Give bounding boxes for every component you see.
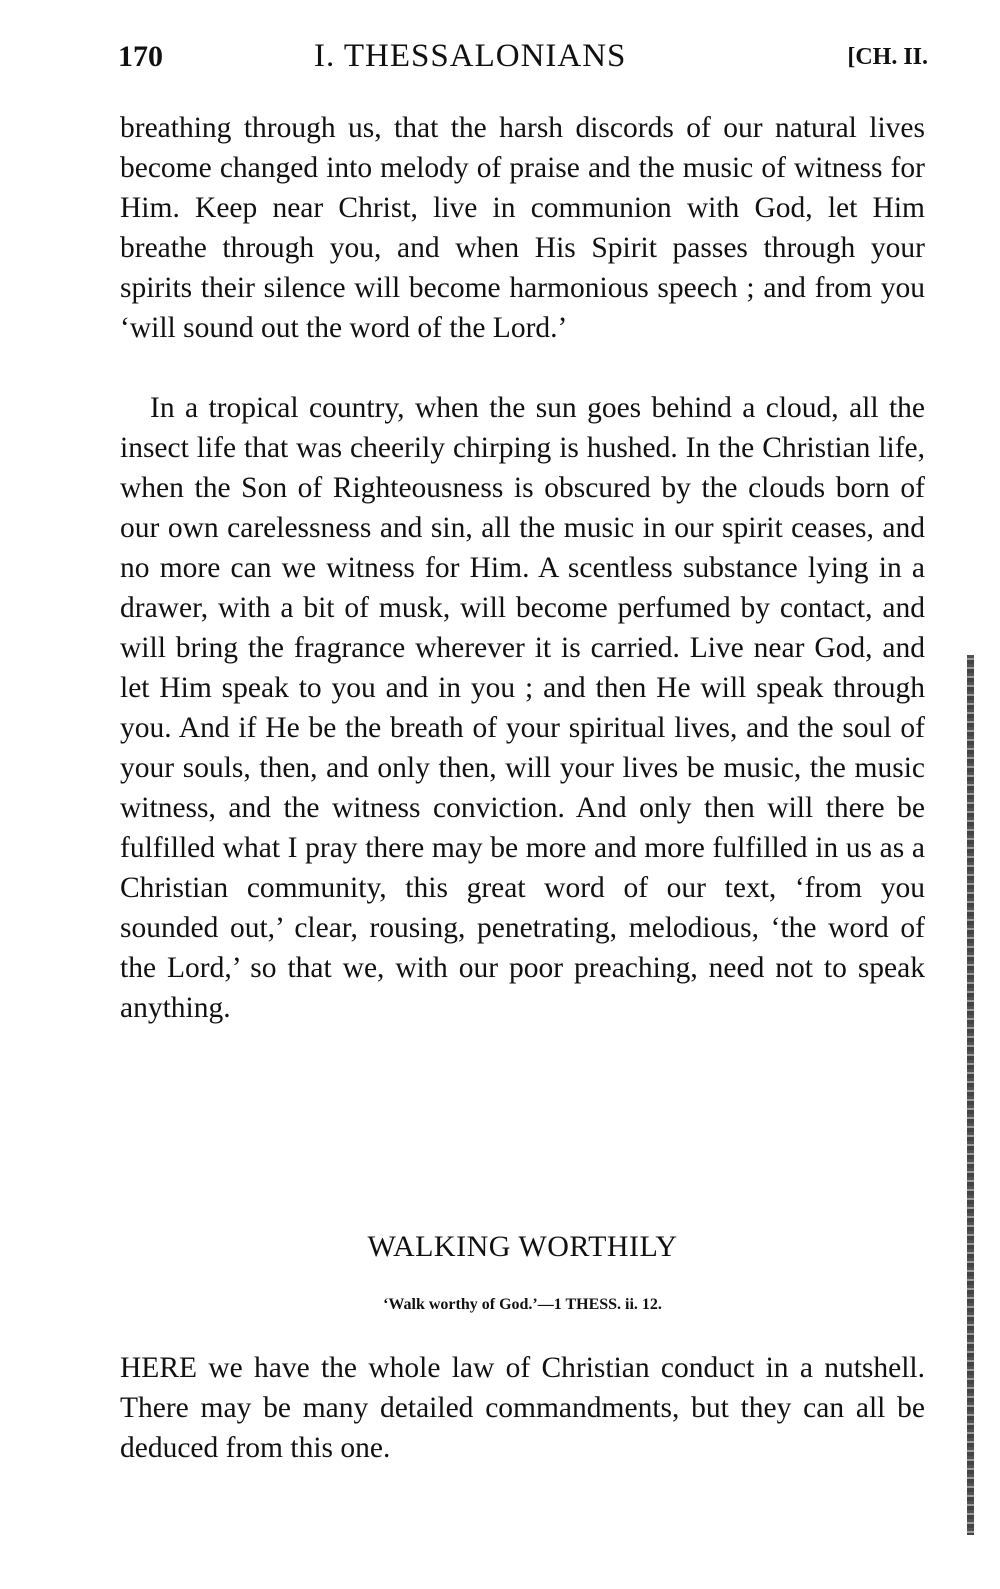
paragraph-continued: breathing through us, that the harsh discords of our natural lives become changed into melody of praise and the music of witness for Him. Keep near Christ, live in communion with God, let Him breathe through you, and when His Spirit passes through your spirits their silence will become harmonious speech ; and from you ‘will sound out the word of the Lord.’ — [120, 112, 925, 344]
paragraph-section-opening — [120, 1348, 925, 1468]
section-title: WALKING WORTHILY — [367, 1230, 678, 1263]
page-number: 170 — [118, 40, 163, 73]
book-title: I. THESSALONIANS — [314, 38, 627, 74]
opening-word: HERE — [120, 1352, 198, 1384]
chapter-reference: [CH. II. — [847, 44, 928, 70]
opening-text: we have the whole law of Christian conduct in a nutshell. There may be many detailed commandments, but they can all be deduced from this one. — [120, 1352, 925, 1464]
scripture-epigraph: ‘Walk worthy of God.’—1 THESS. ii. 12. — [383, 1296, 662, 1313]
paragraph-tropical-country: In a tropical country, when the sun goes behind a cloud, all the insect life that was cheerily chirping is hushed. In the Christian life, when the Son of Righteousness is obscured by the clouds born of our own carelessness and sin, all the music in our spirit ceases, and no more can we witness for Him. A scentless substance lying in a drawer, with a bit of musk, will become perfumed by contact, and will bring the fragrance wherever it is carried. Live near God, and let Him speak to you and in you ; and then He will speak through you. And if He be the breath of your spiritual lives, and the soul of your souls, then, and only then, will your lives be music, the music witness, and the witness conviction. And only then will there be fulfilled what I pray there may be more and more fulfilled in us as a Christian community, this great word of our text, ‘from you sounded out,’ clear, rousing, penetrating, melodious, ‘the word of the Lord,’ so that we, with our poor preaching, need not to speak anything. — [120, 392, 925, 1024]
running-head — [118, 40, 928, 84]
scan-margin-edge — [967, 655, 974, 1535]
